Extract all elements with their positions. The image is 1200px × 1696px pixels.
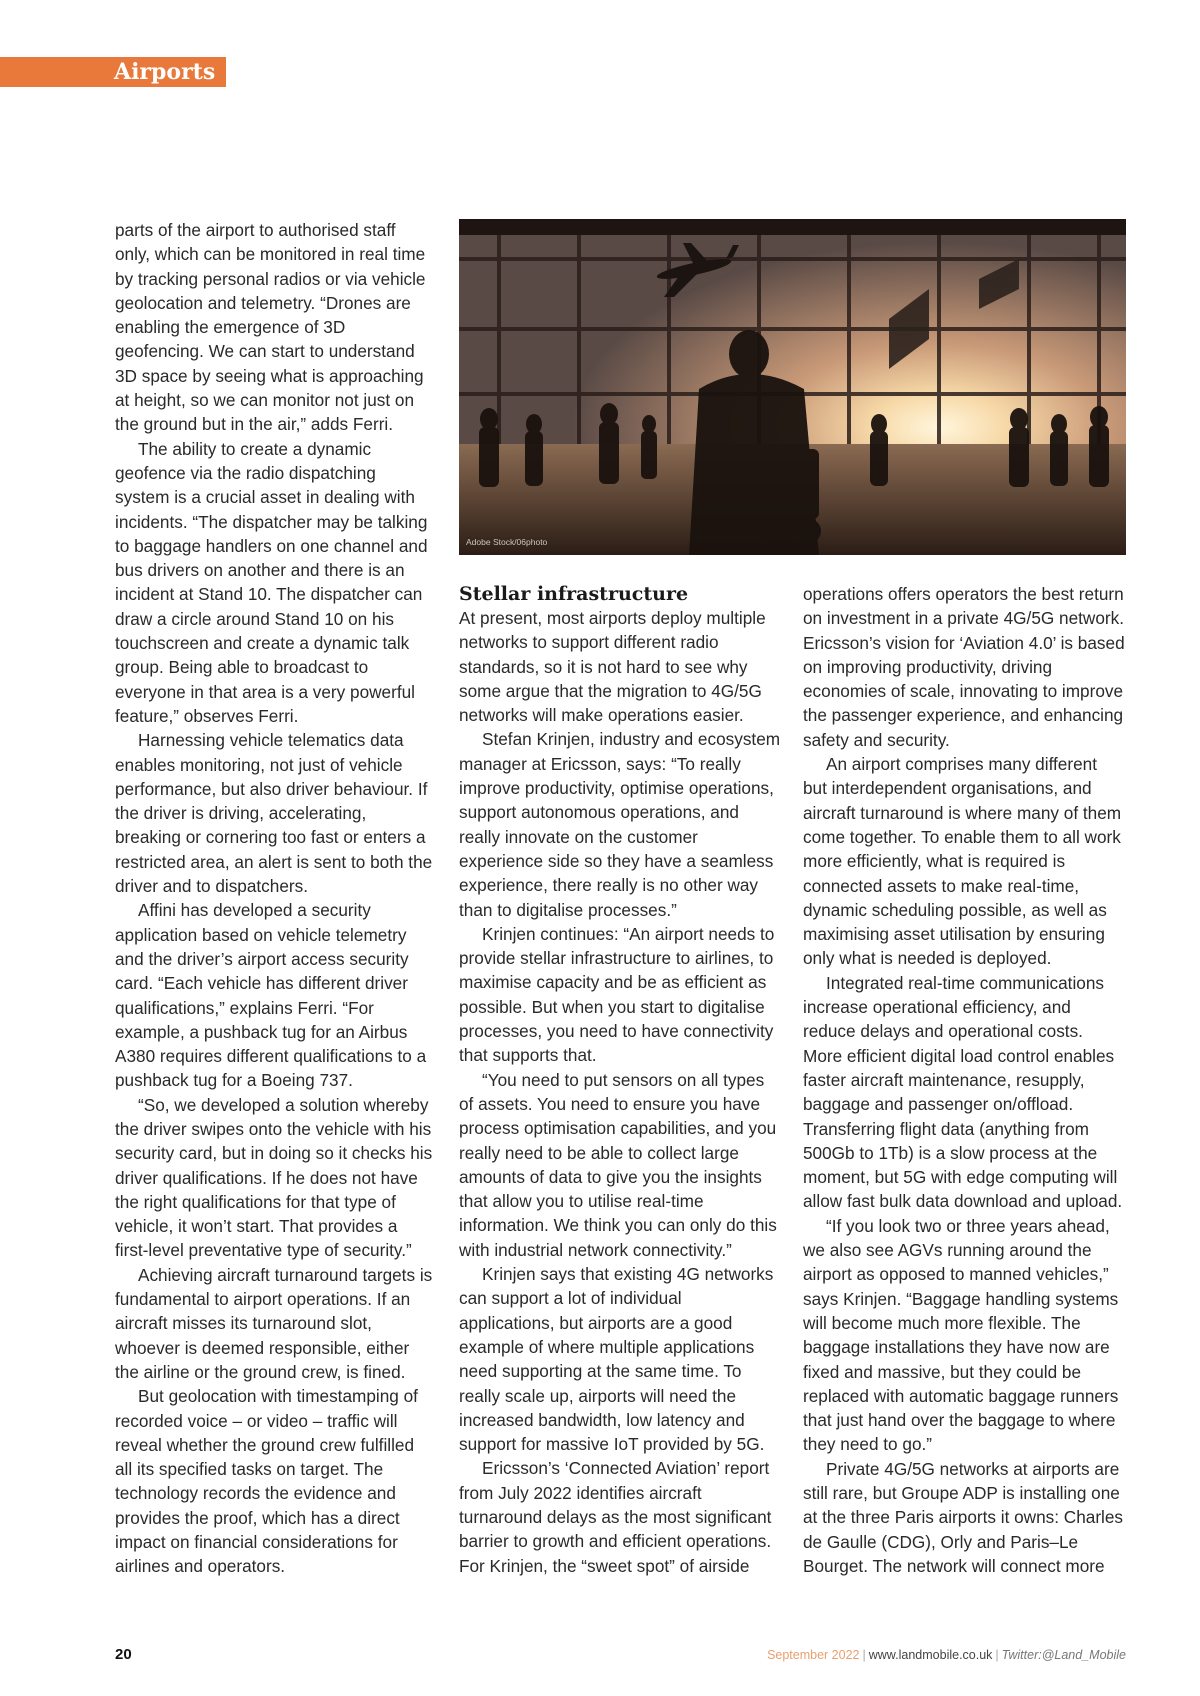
paragraph: Krinjen says that existing 4G networks can support a lot of individual applications, but airports are a good example of where multiple applications need supporting at the same time. To really scale up, airports will need the increased bandwidth, low latency and support for massive IoT provided by 5G.: [459, 1264, 774, 1455]
section-label: Airports: [114, 59, 216, 85]
issue-date: September 2022: [767, 1648, 860, 1662]
footer-info: September 2022 | www.landmobile.co.uk | Twitter:@Land_Mobile: [767, 1648, 1126, 1662]
paragraph: Integrated real-time communications increase operational efficiency, and reduce delays and operational costs. More efficient digital load control enables faster aircraft maintenance, resupply, baggage and passenger on/offload. Transferring flight data (anything from 500Gb to 1Tb) is a slow process at the moment, but 5G with edge computing will allow fast bulk data download and upload.: [803, 972, 1123, 1212]
paragraph: Affini has developed a security application based on vehicle telemetry and the driver’s airport access security card. “Each vehicle has different driver qualifications,” explains Ferri. “For example, a pushback tug for an Airbus A380 requires different qualifications to a pushback tug for a Boeing 737.: [115, 900, 427, 1091]
article-column-1: [115, 218, 433, 1579]
website-link[interactable]: www.landmobile.co.uk: [868, 1648, 993, 1662]
paragraph: Ericsson’s ‘Connected Aviation’ report from July 2022 identifies aircraft turnaround delays as the most significant barrier to growth and efficient operations. For Krinjen, the “sweet spot” of airside: [459, 1458, 772, 1576]
paragraph: Harnessing vehicle telematics data enables monitoring, not just of vehicle performance, but also driver behaviour. If the driver is driving, accelerating, breaking or cornering too fast or enters a restricted area, an alert is sent to both the driver and to dispatchers.: [115, 730, 433, 897]
paragraph: “If you look two or three years ahead, we also see AGVs running around the airport as opposed to manned vehicles,” says Krinjen. “Baggage handling systems will become much more flexible. The baggage installations they have now are fixed and massive, but they could be replaced with automatic baggage runners that just hand over the baggage to where they need to go.”: [803, 1215, 1119, 1455]
paragraph: Stefan Krinjen, industry and ecosystem manager at Ericsson, says: “To really improve productivity, optimise operations, support autonomous operations, and really innovate on the customer experience side so they have a seamless experience, there really is no other way than to digitalise processes.”: [459, 729, 781, 920]
article-column-2: [459, 582, 781, 1578]
subhead: Stellar infrastructure: [459, 583, 689, 605]
paragraph: At present, most airports deploy multiple networks to support different radio standards, so it is not hard to see why some argue that the migration to 4G/5G networks will make operations easier.: [459, 608, 766, 726]
twitter-handle[interactable]: Twitter:@Land_Mobile: [1001, 1648, 1126, 1662]
paragraph: “You need to put sensors on all types of assets. You need to ensure you have process optimisation capabilities, and you really need to be able to collect large amounts of data to give you the insights that allow you to utilise real-time information. We think you can only do this with industrial network connectivity.”: [459, 1069, 777, 1260]
paragraph: operations offers operators the best return on investment in a private 4G/5G network. Ericsson’s vision for ‘Aviation 4.0’ is based on improving productivity, driving economies of scale, innovating to improve the passenger experience, and enhancing safety and security.: [803, 584, 1125, 750]
page-number: 20: [115, 1646, 132, 1663]
paragraph: Achieving aircraft turnaround targets is fundamental to airport operations. If an aircraft misses its turnaround slot, whoever is deemed responsible, either the airline or the ground crew, is fined.: [115, 1264, 433, 1382]
paragraph: “So, we developed a solution whereby the driver swipes onto the vehicle with his security card, but in doing so it checks his driver qualifications. If he does not have the right qualifications for that type of vehicle, it won’t start. That provides a first-level preventative type of security.”: [115, 1094, 433, 1261]
photo-credit: Adobe Stock/06photo: [466, 537, 548, 547]
paragraph: The ability to create a dynamic geofence via the radio dispatching system is a crucial asset in dealing with incidents. “The dispatcher may be talking to baggage handlers on one channel and bus drivers on another and there is an incident at Stand 10. The dispatcher can draw a circle around Stand 10 on his touchscreen and create a dynamic talk group. Being able to broadcast to everyone in that area is a very powerful feature,” observes Ferri.: [115, 438, 428, 726]
paragraph: Krinjen continues: “An airport needs to provide stellar infrastructure to airlines, to maximise capacity and be as efficient as possible. But when you start to digitalise processes, you need to have connectivity that supports that.: [459, 923, 775, 1066]
paragraph: parts of the airport to authorised staff only, which can be monitored in real time by tracking personal radios or via vehicle geolocation and telemetry. “Drones are enabling the emergence of 3D geofencing. We can start to understand 3D space by seeing what is approaching at height, so we can monitor not just on the ground but in the air,” adds Ferri.: [115, 220, 426, 435]
article-column-3: [803, 582, 1125, 1578]
section-tab: [0, 57, 226, 87]
paragraph: An airport comprises many different but interdependent organisations, and aircraft turnaround is where many of them come together. To enable them to all work more efficiently, what is required is connected assets to make real-time, dynamic scheduling possible, as well as maximising asset utilisation by ensuring only what is needed is deployed.: [803, 754, 1122, 969]
airport-terminal-photo: [459, 219, 1126, 555]
photo-illustration: [459, 219, 1126, 555]
paragraph: Private 4G/5G networks at airports are still rare, but Groupe ADP is installing one at the three Paris airports it owns: Charles de Gaulle (CDG), Orly and Paris–Le Bourget. The network will connect more: [803, 1458, 1124, 1576]
paragraph: But geolocation with timestamping of recorded voice – or video – traffic will reveal whether the ground crew fulfilled all its specified tasks on target. The technology records the evidence and provides the proof, which has a direct impact on financial considerations for airlines and operators.: [115, 1386, 418, 1577]
